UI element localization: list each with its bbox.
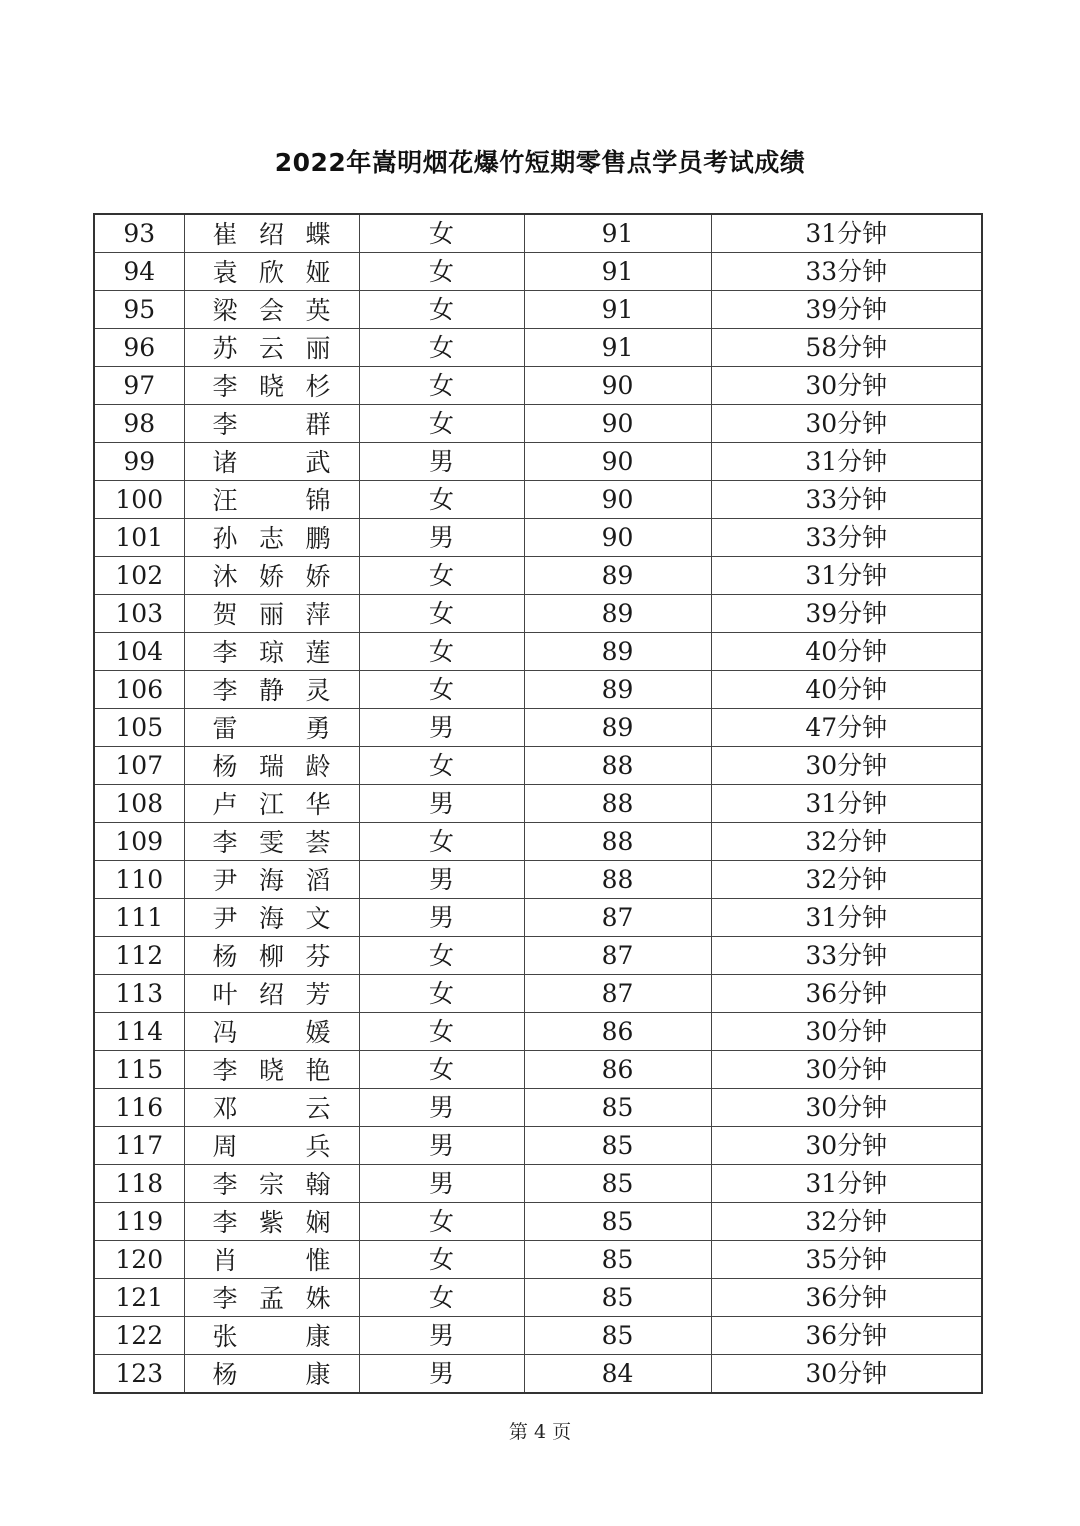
- cell-name-text: 李静灵: [212, 676, 331, 705]
- cell-name-text: 李琼莲: [212, 638, 331, 667]
- cell-time: 33分钟: [711, 253, 982, 291]
- cell-gender: 女: [359, 1241, 524, 1279]
- table-row: [94, 367, 982, 405]
- cell-name-text: 袁欣娅: [212, 258, 331, 287]
- cell-number: 94: [94, 253, 184, 291]
- cell-number: 96: [94, 329, 184, 367]
- cell-score: 90: [524, 481, 711, 519]
- cell-name: [184, 214, 359, 253]
- cell-time: 33分钟: [711, 519, 982, 557]
- cell-name-text: 卢江华: [212, 790, 331, 819]
- cell-time: 31分钟: [711, 214, 982, 253]
- table-row: [94, 1051, 982, 1089]
- cell-score: 85: [524, 1279, 711, 1317]
- cell-number: 95: [94, 291, 184, 329]
- cell-score: 90: [524, 367, 711, 405]
- page-title: 2022年嵩明烟花爆竹短期零售点学员考试成绩: [274, 148, 806, 177]
- cell-name-text: 杨康: [212, 1360, 331, 1389]
- cell-name-text: 叶绍芳: [212, 980, 331, 1009]
- cell-number: 110: [94, 861, 184, 899]
- table-row: [94, 861, 982, 899]
- cell-time: 30分钟: [711, 1051, 982, 1089]
- cell-score: 86: [524, 1051, 711, 1089]
- cell-score: 91: [524, 214, 711, 253]
- cell-score: 90: [524, 519, 711, 557]
- cell-time: 31分钟: [711, 557, 982, 595]
- cell-gender: 男: [359, 861, 524, 899]
- table-row: [94, 1203, 982, 1241]
- cell-number: 115: [94, 1051, 184, 1089]
- table-row: [94, 1279, 982, 1317]
- cell-name-text: 贺丽萍: [212, 600, 331, 629]
- cell-name: [184, 367, 359, 405]
- cell-gender: 男: [359, 709, 524, 747]
- cell-number: 113: [94, 975, 184, 1013]
- cell-gender: 女: [359, 1203, 524, 1241]
- cell-gender: 女: [359, 975, 524, 1013]
- cell-name: [184, 709, 359, 747]
- cell-time: 33分钟: [711, 937, 982, 975]
- cell-name: [184, 253, 359, 291]
- cell-score: 89: [524, 671, 711, 709]
- score-table: [93, 213, 983, 1394]
- cell-score: 87: [524, 975, 711, 1013]
- cell-name: [184, 1241, 359, 1279]
- cell-number: 101: [94, 519, 184, 557]
- cell-number: 106: [94, 671, 184, 709]
- table-row: [94, 557, 982, 595]
- cell-score: 85: [524, 1165, 711, 1203]
- cell-gender: 男: [359, 899, 524, 937]
- cell-score: 91: [524, 291, 711, 329]
- cell-name-text: 肖惟: [212, 1246, 331, 1275]
- cell-name: [184, 1051, 359, 1089]
- cell-name-text: 汪锦: [212, 486, 331, 515]
- cell-time: 30分钟: [711, 1127, 982, 1165]
- cell-name-text: 诸武: [212, 448, 331, 477]
- table-row: [94, 633, 982, 671]
- cell-gender: 女: [359, 1051, 524, 1089]
- cell-name: [184, 481, 359, 519]
- cell-name: [184, 671, 359, 709]
- table-row: [94, 709, 982, 747]
- cell-name: [184, 861, 359, 899]
- table-row: [94, 443, 982, 481]
- cell-name-text: 杨柳芬: [212, 942, 331, 971]
- table-row: [94, 671, 982, 709]
- cell-name-text: 梁会英: [212, 296, 331, 325]
- table-row: [94, 785, 982, 823]
- cell-number: 107: [94, 747, 184, 785]
- cell-score: 88: [524, 861, 711, 899]
- table-row: [94, 1089, 982, 1127]
- cell-gender: 女: [359, 291, 524, 329]
- cell-score: 89: [524, 557, 711, 595]
- cell-name: [184, 291, 359, 329]
- cell-name-text: 苏云丽: [212, 334, 331, 363]
- cell-name-text: 孙志鹏: [212, 524, 331, 553]
- cell-name-text: 李紫娴: [212, 1208, 331, 1237]
- cell-time: 30分钟: [711, 1013, 982, 1051]
- table-row: [94, 1013, 982, 1051]
- cell-name-text: 尹海文: [212, 904, 331, 933]
- cell-score: 88: [524, 747, 711, 785]
- cell-number: 98: [94, 405, 184, 443]
- cell-number: 99: [94, 443, 184, 481]
- cell-score: 85: [524, 1089, 711, 1127]
- score-table-body: [94, 214, 982, 1393]
- cell-name-text: 李雯荟: [212, 828, 331, 857]
- cell-name-text: 李孟姝: [212, 1284, 331, 1313]
- cell-gender: 男: [359, 1317, 524, 1355]
- cell-time: 33分钟: [711, 481, 982, 519]
- cell-gender: 女: [359, 747, 524, 785]
- table-row: [94, 519, 982, 557]
- cell-number: 103: [94, 595, 184, 633]
- cell-number: 116: [94, 1089, 184, 1127]
- cell-name: [184, 1165, 359, 1203]
- cell-score: 86: [524, 1013, 711, 1051]
- cell-score: 89: [524, 633, 711, 671]
- cell-name-text: 李宗翰: [212, 1170, 331, 1199]
- cell-gender: 女: [359, 405, 524, 443]
- cell-score: 85: [524, 1241, 711, 1279]
- cell-score: 91: [524, 329, 711, 367]
- cell-name: [184, 785, 359, 823]
- cell-time: 39分钟: [711, 595, 982, 633]
- cell-gender: 女: [359, 367, 524, 405]
- cell-name: [184, 1203, 359, 1241]
- cell-gender: 男: [359, 443, 524, 481]
- cell-gender: 男: [359, 1355, 524, 1394]
- cell-name: [184, 1127, 359, 1165]
- cell-gender: 男: [359, 519, 524, 557]
- cell-score: 91: [524, 253, 711, 291]
- cell-number: 122: [94, 1317, 184, 1355]
- table-row: [94, 405, 982, 443]
- cell-number: 100: [94, 481, 184, 519]
- cell-score: 85: [524, 1317, 711, 1355]
- cell-name-text: 沐娇娇: [212, 562, 331, 591]
- table-row: [94, 481, 982, 519]
- cell-name: [184, 1279, 359, 1317]
- cell-name-text: 尹海滔: [212, 866, 331, 895]
- cell-name: [184, 1013, 359, 1051]
- cell-number: 97: [94, 367, 184, 405]
- cell-score: 90: [524, 443, 711, 481]
- cell-gender: 男: [359, 785, 524, 823]
- cell-time: 30分钟: [711, 405, 982, 443]
- cell-score: 90: [524, 405, 711, 443]
- table-row: [94, 1241, 982, 1279]
- cell-time: 30分钟: [711, 747, 982, 785]
- cell-gender: 女: [359, 214, 524, 253]
- cell-gender: 男: [359, 1165, 524, 1203]
- cell-name: [184, 1089, 359, 1127]
- table-row: [94, 747, 982, 785]
- cell-name-text: 崔绍蝶: [212, 220, 331, 249]
- cell-name: [184, 519, 359, 557]
- cell-name: [184, 937, 359, 975]
- cell-time: 58分钟: [711, 329, 982, 367]
- cell-time: 31分钟: [711, 899, 982, 937]
- table-row: [94, 1165, 982, 1203]
- cell-gender: 女: [359, 671, 524, 709]
- cell-name: [184, 557, 359, 595]
- cell-score: 87: [524, 937, 711, 975]
- table-row: [94, 595, 982, 633]
- cell-gender: 女: [359, 823, 524, 861]
- page-number: 第 4 页: [508, 1421, 572, 1443]
- cell-time: 36分钟: [711, 1279, 982, 1317]
- cell-score: 88: [524, 785, 711, 823]
- cell-name: [184, 443, 359, 481]
- cell-time: 30分钟: [711, 367, 982, 405]
- cell-name: [184, 747, 359, 785]
- cell-gender: 女: [359, 557, 524, 595]
- cell-time: 40分钟: [711, 671, 982, 709]
- cell-number: 111: [94, 899, 184, 937]
- table-row: [94, 899, 982, 937]
- cell-time: 30分钟: [711, 1089, 982, 1127]
- cell-name: [184, 975, 359, 1013]
- cell-name-text: 李群: [212, 410, 331, 439]
- cell-time: 35分钟: [711, 1241, 982, 1279]
- cell-name-text: 张康: [212, 1322, 331, 1351]
- cell-time: 47分钟: [711, 709, 982, 747]
- table-row: [94, 975, 982, 1013]
- cell-number: 102: [94, 557, 184, 595]
- cell-name: [184, 823, 359, 861]
- cell-number: 108: [94, 785, 184, 823]
- cell-number: 109: [94, 823, 184, 861]
- cell-gender: 女: [359, 253, 524, 291]
- cell-gender: 女: [359, 937, 524, 975]
- cell-number: 118: [94, 1165, 184, 1203]
- cell-name: [184, 405, 359, 443]
- cell-name-text: 雷勇: [212, 714, 331, 743]
- cell-time: 31分钟: [711, 1165, 982, 1203]
- table-row: [94, 253, 982, 291]
- cell-name: [184, 595, 359, 633]
- cell-name-text: 李晓艳: [212, 1056, 331, 1085]
- cell-name-text: 冯媛: [212, 1018, 331, 1047]
- cell-name: [184, 899, 359, 937]
- cell-score: 84: [524, 1355, 711, 1394]
- cell-name-text: 邓云: [212, 1094, 331, 1123]
- cell-name-text: 杨瑞龄: [212, 752, 331, 781]
- cell-gender: 女: [359, 329, 524, 367]
- cell-number: 114: [94, 1013, 184, 1051]
- cell-time: 39分钟: [711, 291, 982, 329]
- cell-time: 30分钟: [711, 1355, 982, 1394]
- cell-gender: 女: [359, 595, 524, 633]
- cell-time: 32分钟: [711, 823, 982, 861]
- table-row: [94, 1127, 982, 1165]
- cell-time: 31分钟: [711, 785, 982, 823]
- cell-time: 36分钟: [711, 975, 982, 1013]
- cell-name-text: 周兵: [212, 1132, 331, 1161]
- cell-score: 88: [524, 823, 711, 861]
- cell-score: 85: [524, 1203, 711, 1241]
- cell-name: [184, 633, 359, 671]
- cell-name: [184, 1317, 359, 1355]
- cell-number: 119: [94, 1203, 184, 1241]
- cell-number: 120: [94, 1241, 184, 1279]
- cell-score: 87: [524, 899, 711, 937]
- table-row: [94, 1317, 982, 1355]
- cell-number: 104: [94, 633, 184, 671]
- table-row: [94, 823, 982, 861]
- table-row: [94, 937, 982, 975]
- table-row: [94, 291, 982, 329]
- cell-number: 121: [94, 1279, 184, 1317]
- cell-time: 40分钟: [711, 633, 982, 671]
- cell-score: 89: [524, 595, 711, 633]
- cell-time: 36分钟: [711, 1317, 982, 1355]
- cell-gender: 女: [359, 1013, 524, 1051]
- table-row: [94, 214, 982, 253]
- cell-number: 112: [94, 937, 184, 975]
- cell-gender: 女: [359, 481, 524, 519]
- cell-number: 105: [94, 709, 184, 747]
- cell-name-text: 李晓杉: [212, 372, 331, 401]
- cell-number: 123: [94, 1355, 184, 1394]
- cell-name: [184, 1355, 359, 1394]
- cell-gender: 男: [359, 1089, 524, 1127]
- cell-score: 85: [524, 1127, 711, 1165]
- cell-gender: 女: [359, 633, 524, 671]
- cell-number: 117: [94, 1127, 184, 1165]
- cell-gender: 女: [359, 1279, 524, 1317]
- cell-time: 31分钟: [711, 443, 982, 481]
- cell-number: 93: [94, 214, 184, 253]
- cell-gender: 男: [359, 1127, 524, 1165]
- cell-time: 32分钟: [711, 1203, 982, 1241]
- table-row: [94, 329, 982, 367]
- cell-name: [184, 329, 359, 367]
- cell-time: 32分钟: [711, 861, 982, 899]
- cell-score: 89: [524, 709, 711, 747]
- table-row: [94, 1355, 982, 1394]
